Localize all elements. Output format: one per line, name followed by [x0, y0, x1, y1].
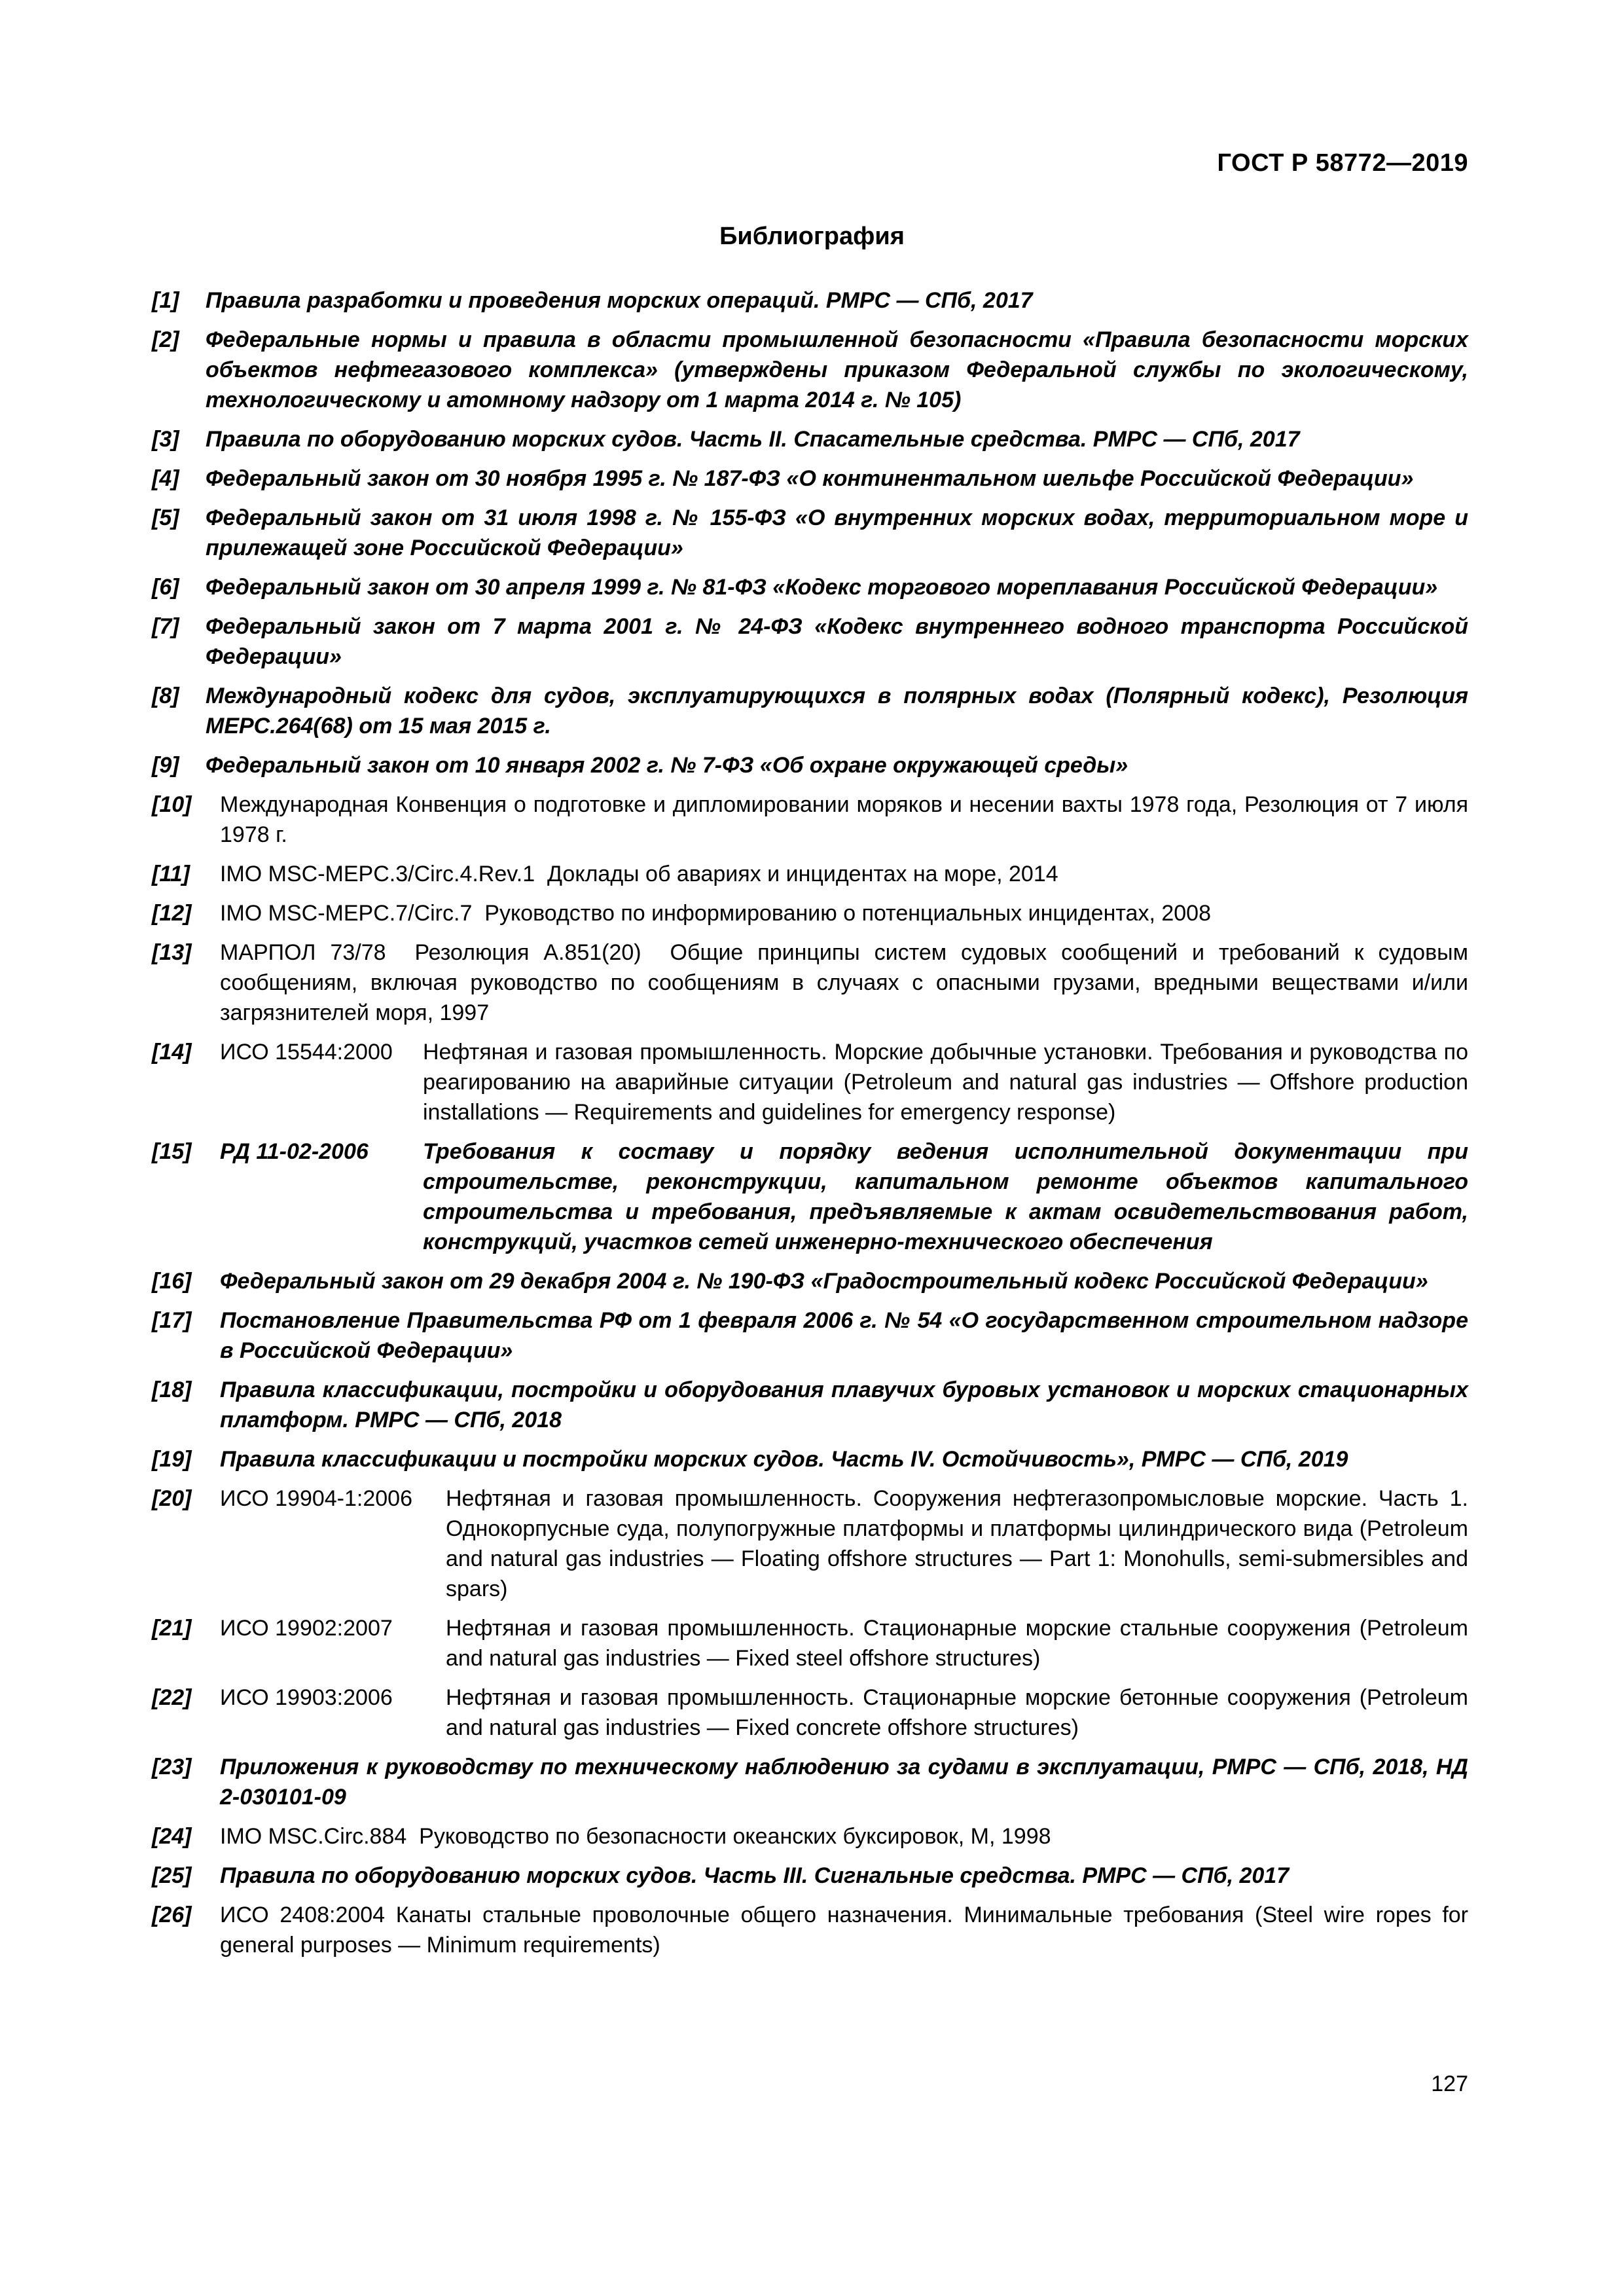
- entry-text: Федеральный закон от 31 июля 1998 г. № 155-ФЗ «О внутренних морских водах, территориальном море и прилежащей зоне Российской Федерации»: [206, 505, 1468, 560]
- entry-text: Международный кодекс для судов, эксплуатирующихся в полярных водах (Полярный кодекс), Резолюция МЕРС.264(68) от 15 мая 2015 г.: [206, 683, 1468, 738]
- entry-code: МАРПОЛ 73/78: [220, 940, 386, 965]
- entry-number: [22]: [152, 1685, 192, 1710]
- entry-text: [220, 1821, 1468, 1851]
- bib-entry-3: [152, 424, 1468, 454]
- bib-entry-9: [152, 750, 1468, 780]
- bib-entry-23: [152, 1752, 1468, 1812]
- bib-entry-5: [152, 503, 1468, 563]
- entry-number: [10]: [152, 792, 192, 817]
- entry-text: Федеральные нормы и правила в области промышленной безопасности «Правила безопасности морских объектов нефтегазового комплекса» (утверждены приказом Федеральной службы по экологическому, технологическому и атомному надзору от 1 марта 2014 г. № 105): [206, 327, 1468, 412]
- bib-entry-13: [152, 938, 1468, 1028]
- entry-number: [26]: [152, 1903, 192, 1927]
- entry-title: Канаты стальные проволочные общего назначения. Минимальные требования (Steel wire ropes for general purposes — Minimum requirements): [220, 1903, 1469, 1958]
- entry-code: ИСО 19904-1:2006: [220, 1486, 412, 1511]
- entry-code: РД 11-02-2006: [220, 1139, 369, 1164]
- entry-number: [13]: [152, 940, 192, 965]
- entry-number: [6]: [152, 575, 179, 600]
- page-number: 127: [1431, 2071, 1468, 2096]
- entry-code: IMO MSC-MEPC.7/Circ.7: [220, 901, 473, 926]
- bib-entry-1: [152, 285, 1468, 316]
- entry-number: [14]: [152, 1040, 192, 1065]
- entry-number: [25]: [152, 1863, 192, 1888]
- entry-number: [8]: [152, 683, 179, 708]
- bib-entry-22: [152, 1683, 1468, 1743]
- entry-text: Федеральный закон от 29 декабря 2004 г. № 190-ФЗ «Градостроительный кодекс Российской Федерации»: [220, 1269, 1428, 1294]
- page-title: Библиография: [719, 223, 905, 250]
- entry-title: Нефтяная и газовая промышленность. Стационарные морские бетонные сооружения (Petroleum and natural gas industries — Fixed concrete offshore structures): [446, 1685, 1468, 1740]
- entry-number: [9]: [152, 753, 179, 778]
- entry-number: [2]: [152, 327, 179, 352]
- entry-number: [18]: [152, 1377, 192, 1402]
- entry-code: IMO MSC-MEPC.3/Circ.4.Rev.1: [220, 862, 535, 886]
- entry-number: [20]: [152, 1486, 192, 1511]
- bib-entry-12: [152, 898, 1468, 928]
- entry-text: Правила классификации и постройки морских судов. Часть IV. Остойчивость», РМРС — СПб, 2019: [220, 1447, 1348, 1472]
- entry-number: [12]: [152, 901, 192, 926]
- bib-entry-6: [152, 572, 1468, 602]
- entry-text: Федеральный закон от 7 марта 2001 г. № 24-ФЗ «Кодекс внутреннего водного транспорта Российской Федерации»: [206, 614, 1468, 669]
- entry-number: [15]: [152, 1139, 192, 1164]
- entry-text: [220, 898, 1468, 928]
- bib-entry-19: [152, 1444, 1468, 1474]
- entry-title: Руководство по информированию о потенциальных инцидентах, 2008: [484, 901, 1211, 926]
- entry-title: Требования к составу и порядку ведения исполнительной документации при строительстве, реконструкции, капитальном ремонте объектов капитального строительства и требования, предъявляемые к актам освидетельствования работ, конструкций, участков сетей инженерно-технического обеспечения: [423, 1139, 1468, 1254]
- bib-entry-24: [152, 1821, 1468, 1851]
- entry-code: IMO MSC.Circ.884: [220, 1824, 407, 1849]
- bib-entry-15: [152, 1137, 1468, 1257]
- bib-entry-25: [152, 1861, 1468, 1891]
- entry-text: Федеральный закон от 10 января 2002 г. № 7-ФЗ «Об охране окружающей среды»: [206, 753, 1128, 778]
- bib-entry-26: [152, 1900, 1468, 1960]
- entry-number: [11]: [152, 862, 190, 886]
- entry-text: Правила по оборудованию морских судов. Часть II. Спасательные средства. РМРС — СПб, 2017: [206, 427, 1300, 452]
- entry-title: Руководство по безопасности океанских буксировок, М, 1998: [419, 1824, 1051, 1849]
- entry-code: ИСО 19903:2006: [220, 1685, 393, 1710]
- entry-title: Нефтяная и газовая промышленность. Морские добычные установки. Требования и руководства по реагированию на аварийные ситуации (Petroleum and natural gas industries — Offshore production installations — Requirements and guidelines for emergency response): [423, 1040, 1468, 1125]
- entry-text: Правила по оборудованию морских судов. Часть III. Сигнальные средства. РМРС — СПб, 2017: [220, 1863, 1290, 1888]
- bib-entry-7: [152, 611, 1468, 672]
- entry-number: [7]: [152, 614, 179, 639]
- entry-code: ИСО 19902:2007: [220, 1616, 393, 1641]
- entry-title: Нефтяная и газовая промышленность. Стационарные морские стальные сооружения (Petroleum and natural gas industries — Fixed steel offshore structures): [446, 1616, 1468, 1671]
- entry-text: Приложения к руководству по техническому наблюдению за судами в эксплуатации, РМРС — СПб, 2018, НД 2-030101-09: [220, 1755, 1468, 1810]
- entry-text: Федеральный закон от 30 апреля 1999 г. № 81-ФЗ «Кодекс торгового мореплавания Российской Федерации»: [206, 575, 1438, 600]
- bibliography-list: [152, 285, 1468, 1969]
- entry-number: [23]: [152, 1755, 192, 1779]
- entry-number: [3]: [152, 427, 179, 452]
- entry-text: Федеральный закон от 30 ноября 1995 г. № 187-ФЗ «О континентальном шельфе Российской Федерации»: [206, 466, 1414, 491]
- bib-entry-11: [152, 859, 1468, 889]
- bib-entry-10: [152, 790, 1468, 850]
- entry-text: Международная Конвенция о подготовке и дипломировании моряков и несении вахты 1978 года, Резолюция от 7 июля 1978 г.: [220, 792, 1468, 847]
- entry-code-secondary: Резолюция А.851(20): [414, 940, 641, 965]
- entry-title: Общие принципы систем судовых сообщений и требований к судовым сообщениям, включая руководство по сообщениям в случаях с опасными грузами, вредными веществами и/или загрязнителей моря, 1997: [220, 940, 1468, 1025]
- bib-entry-21: [152, 1613, 1468, 1673]
- entry-number: [16]: [152, 1269, 192, 1294]
- entry-text: [220, 859, 1468, 889]
- entry-title: Доклады об авариях и инцидентах на море, 2014: [547, 862, 1058, 886]
- entry-code: ИСО 15544:2000: [220, 1040, 393, 1065]
- entry-number: [24]: [152, 1824, 192, 1849]
- bib-entry-20: [152, 1484, 1468, 1604]
- bib-entry-8: [152, 681, 1468, 741]
- entry-text: [220, 1900, 1468, 1960]
- entry-number: [1]: [152, 288, 179, 313]
- entry-text: [220, 938, 1468, 1028]
- entry-number: [17]: [152, 1308, 192, 1333]
- bib-entry-16: [152, 1266, 1468, 1296]
- entry-number: [4]: [152, 466, 179, 491]
- entry-number: [21]: [152, 1616, 192, 1641]
- entry-text: Правила классификации, постройки и оборудования плавучих буровых установок и морских стационарных платформ. РМРС — СПб, 2018: [220, 1377, 1468, 1432]
- entry-text: Правила разработки и проведения морских операций. РМРС — СПб, 2017: [206, 288, 1033, 313]
- document-header: ГОСТ Р 58772—2019: [1217, 149, 1468, 177]
- bib-entry-14: [152, 1037, 1468, 1127]
- bib-entry-18: [152, 1375, 1468, 1435]
- bib-entry-2: [152, 325, 1468, 415]
- entry-code: ИСО 2408:2004: [220, 1903, 386, 1927]
- entry-number: [19]: [152, 1447, 192, 1472]
- entry-text: Постановление Правительства РФ от 1 февраля 2006 г. № 54 «О государственном строительном надзоре в Российской Федерации»: [220, 1308, 1468, 1363]
- entry-number: [5]: [152, 505, 179, 530]
- entry-title: Нефтяная и газовая промышленность. Сооружения нефтегазопромысловые морские. Часть 1. Однокорпусные суда, полупогружные платформы и платформы цилиндрического вида (Petroleum and natural gas industries — Floating offshore structures — Part 1: Monohulls, semi-submersibles and spars): [446, 1486, 1468, 1601]
- bib-entry-4: [152, 464, 1468, 494]
- bib-entry-17: [152, 1305, 1468, 1366]
